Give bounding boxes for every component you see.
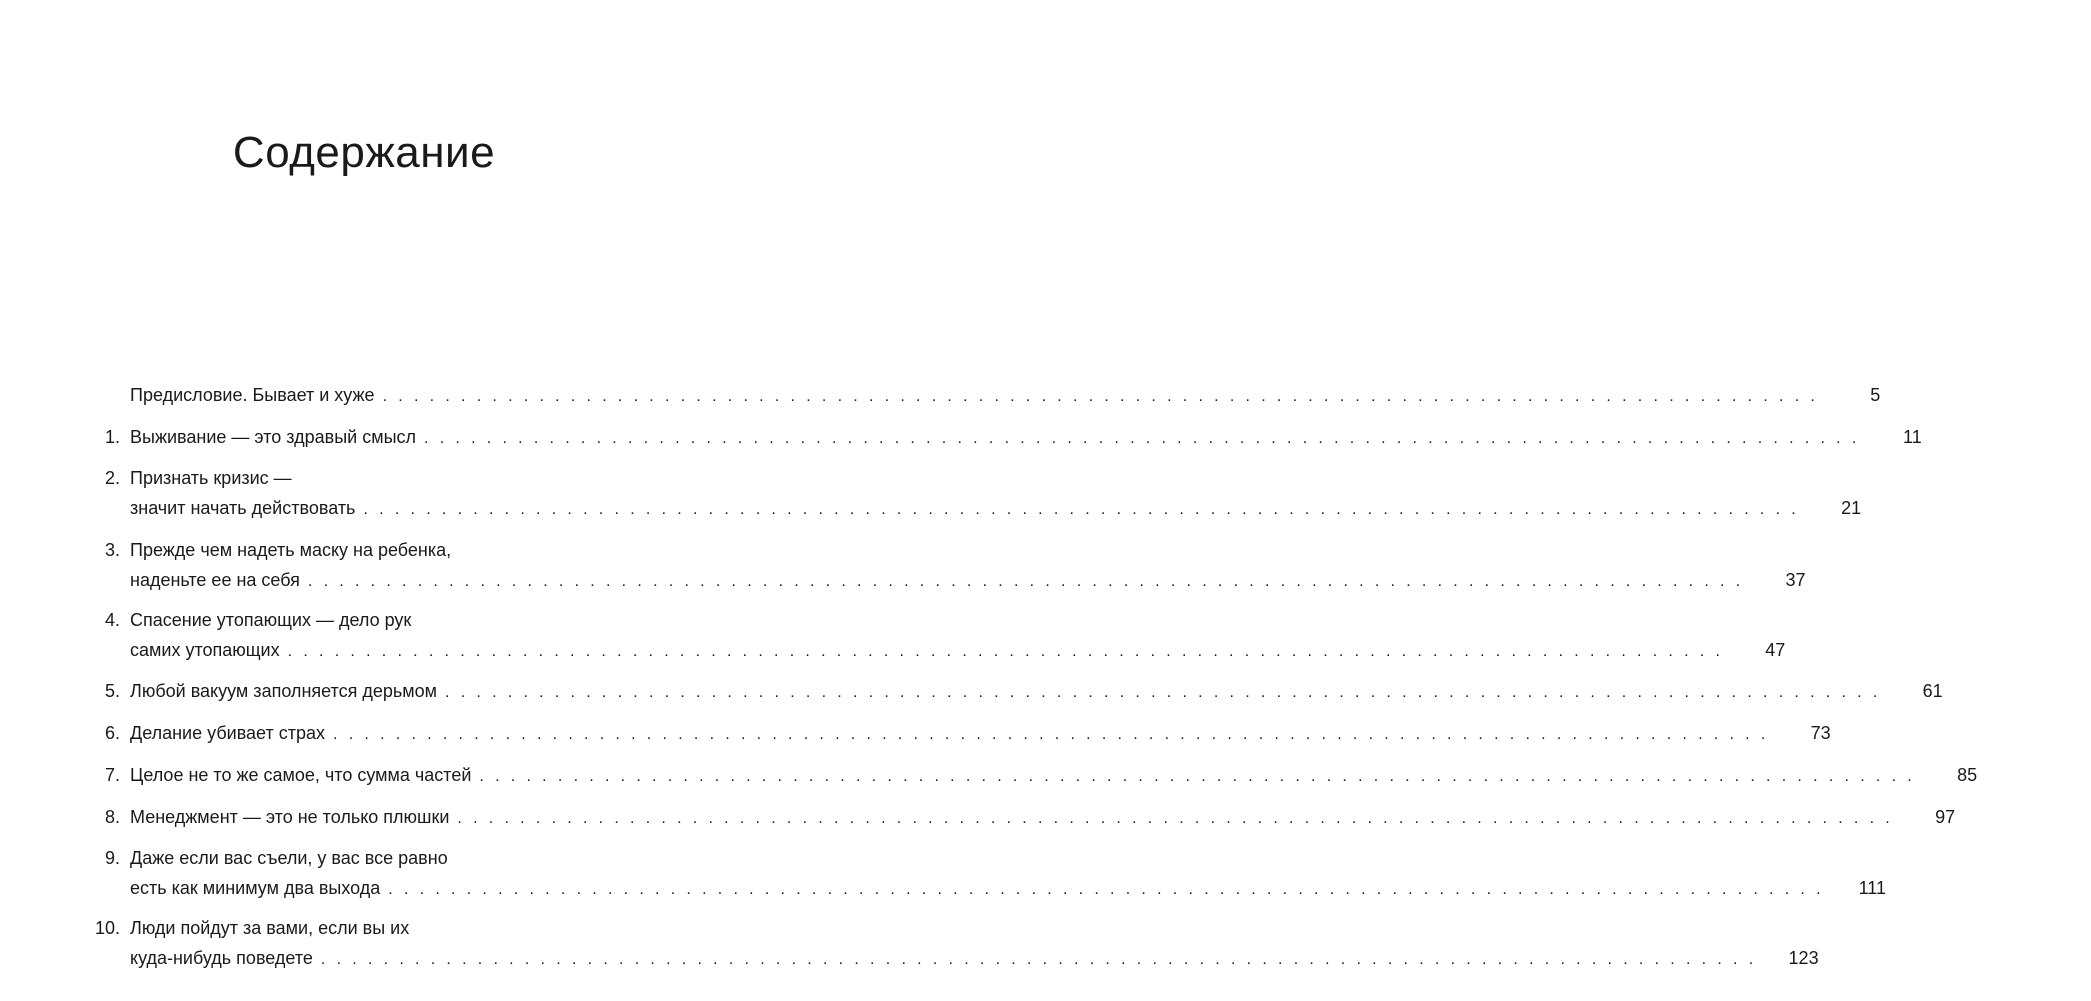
toc-entry-1[interactable]	[0, 422, 1922, 452]
toc-entry-2-line1[interactable]	[0, 463, 728, 493]
toc-entry-number: 10.	[94, 918, 120, 938]
toc-entry-10-line2[interactable]	[0, 943, 1819, 973]
toc-page-number: 5	[1870, 385, 1881, 405]
dot-leader: . . . . . . . . . . . . . . . . . . . . . . . . . . . . . . . . . . . . . . . . . . . . . . . . . . . . . . . . . . . . . . . . . . . . . . . . . . . . . . . . . . . . . . . . . . . .	[307, 573, 1744, 590]
toc-page-number: 61	[1922, 681, 1943, 701]
toc-entry-number: 8.	[104, 807, 120, 827]
toc-entry-title: Менеджмент — это не только плюшки	[130, 807, 450, 827]
toc-page-number: 21	[1841, 498, 1862, 518]
toc-entry-title: Спасение утопающих — дело рук	[130, 610, 412, 630]
toc-entry-4-line1[interactable]	[0, 605, 728, 635]
toc-entry-10-line1[interactable]	[0, 913, 728, 943]
toc-page-number: 97	[1935, 807, 1956, 827]
toc-entry-title: Целое не то же самое, что сумма частей	[130, 765, 472, 785]
toc-entry-title: Признать кризис —	[130, 468, 292, 488]
toc-entry-title: Любой вакуум заполняется дерьмом	[130, 681, 437, 701]
toc-entry-number: 7.	[104, 765, 120, 785]
toc-entry-5[interactable]	[0, 676, 1943, 706]
dot-leader: . . . . . . . . . . . . . . . . . . . . . . . . . . . . . . . . . . . . . . . . . . . . . . . . . . . . . . . . . . . . . . . . . . . . . . . . . . . . . . . . . . . . . . . . . . . .	[388, 881, 1824, 898]
toc-entry-number: 2.	[104, 468, 120, 488]
dot-leader: . . . . . . . . . . . . . . . . . . . . . . . . . . . . . . . . . . . . . . . . . . . . . . . . . . . . . . . . . . . . . . . . . . . . . . . . . . . . . . . . . . . . . . . . . . . .	[382, 388, 1819, 405]
dot-leader: . . . . . . . . . . . . . . . . . . . . . . . . . . . . . . . . . . . . . . . . . . . . . . . . . . . . . . . . . . . . . . . . . . . . . . . . . . . . . . . . . . . . . . . . . . . .	[424, 430, 1860, 447]
toc-entry-preface[interactable]	[0, 380, 1881, 410]
toc-entry-8[interactable]	[0, 802, 1956, 832]
dot-leader: . . . . . . . . . . . . . . . . . . . . . . . . . . . . . . . . . . . . . . . . . . . . . . . . . . . . . . . . . . . . . . . . . . . . . . . . . . . . . . . . . . . . . . . . . . . .	[320, 951, 1757, 968]
toc-entry-6[interactable]	[0, 718, 1831, 748]
toc-entry-number: 1.	[104, 427, 120, 447]
dot-leader: . . . . . . . . . . . . . . . . . . . . . . . . . . . . . . . . . . . . . . . . . . . . . . . . . . . . . . . . . . . . . . . . . . . . . . . . . . . . . . . . . . . . . . . . . . . .	[363, 501, 1800, 518]
toc-page-number: 111	[1858, 878, 1886, 898]
toc-page-number: 123	[1788, 948, 1819, 968]
toc-entry-3-line2[interactable]	[0, 565, 1806, 595]
toc-entry-title-cont: наденьте ее на себя	[130, 570, 300, 590]
toc-entry-title: Делание убивает страх	[130, 723, 325, 743]
page-title: Содержание	[232, 128, 496, 177]
dot-leader: . . . . . . . . . . . . . . . . . . . . . . . . . . . . . . . . . . . . . . . . . . . . . . . . . . . . . . . . . . . . . . . . . . . . . . . . . . . . . . . . . . . . . . . . . . . .	[479, 768, 1916, 785]
toc-page-number: 37	[1785, 570, 1806, 590]
toc-entry-title-cont: есть как минимум два выхода	[130, 878, 381, 898]
toc-entry-title: Предисловие. Бывает и хуже	[130, 385, 375, 405]
dot-leader: . . . . . . . . . . . . . . . . . . . . . . . . . . . . . . . . . . . . . . . . . . . . . . . . . . . . . . . . . . . . . . . . . . . . . . . . . . . . . . . . . . . . . . . . . . . .	[457, 810, 1894, 827]
toc-entry-2-line2[interactable]	[0, 493, 1862, 523]
toc-entry-9-line1[interactable]	[0, 843, 728, 873]
toc-entry-4-line2[interactable]	[0, 635, 1786, 665]
toc-entry-number: 9.	[104, 848, 120, 868]
toc-entry-title: Прежде чем надеть маску на ребенка,	[130, 540, 452, 560]
toc-entry-9-line2[interactable]	[0, 873, 1886, 903]
toc-entry-title-cont: самих утопающих	[130, 640, 280, 660]
toc-entry-number: 4.	[104, 610, 120, 630]
toc-entry-7[interactable]	[0, 760, 1978, 790]
toc-entry-3-line1[interactable]	[0, 535, 728, 565]
toc-entry-title-cont: значит начать действовать	[130, 498, 356, 518]
toc-page-number: 47	[1765, 640, 1786, 660]
toc-page-number: 73	[1810, 723, 1831, 743]
toc-entry-number: 5.	[104, 681, 120, 701]
toc-entry-title: Выживание — это здравый смысл	[130, 427, 417, 447]
toc-entry-title: Даже если вас съели, у вас все равно	[130, 848, 448, 868]
toc-entry-number: 3.	[104, 540, 120, 560]
toc-page-number: 85	[1957, 765, 1978, 785]
dot-leader: . . . . . . . . . . . . . . . . . . . . . . . . . . . . . . . . . . . . . . . . . . . . . . . . . . . . . . . . . . . . . . . . . . . . . . . . . . . . . . . . . . . . . . . . . . . .	[287, 643, 1724, 660]
toc-entry-title-cont: куда-нибудь поведете	[130, 948, 313, 968]
toc-entry-number: 6.	[104, 723, 120, 743]
toc-entry-title: Люди пойдут за вами, если вы их	[130, 918, 410, 938]
toc-page-number: 11	[1903, 427, 1922, 447]
dot-leader: . . . . . . . . . . . . . . . . . . . . . . . . . . . . . . . . . . . . . . . . . . . . . . . . . . . . . . . . . . . . . . . . . . . . . . . . . . . . . . . . . . . . . . . . . . . .	[333, 726, 1769, 743]
dot-leader: . . . . . . . . . . . . . . . . . . . . . . . . . . . . . . . . . . . . . . . . . . . . . . . . . . . . . . . . . . . . . . . . . . . . . . . . . . . . . . . . . . . . . . . . . . . .	[445, 684, 1881, 701]
